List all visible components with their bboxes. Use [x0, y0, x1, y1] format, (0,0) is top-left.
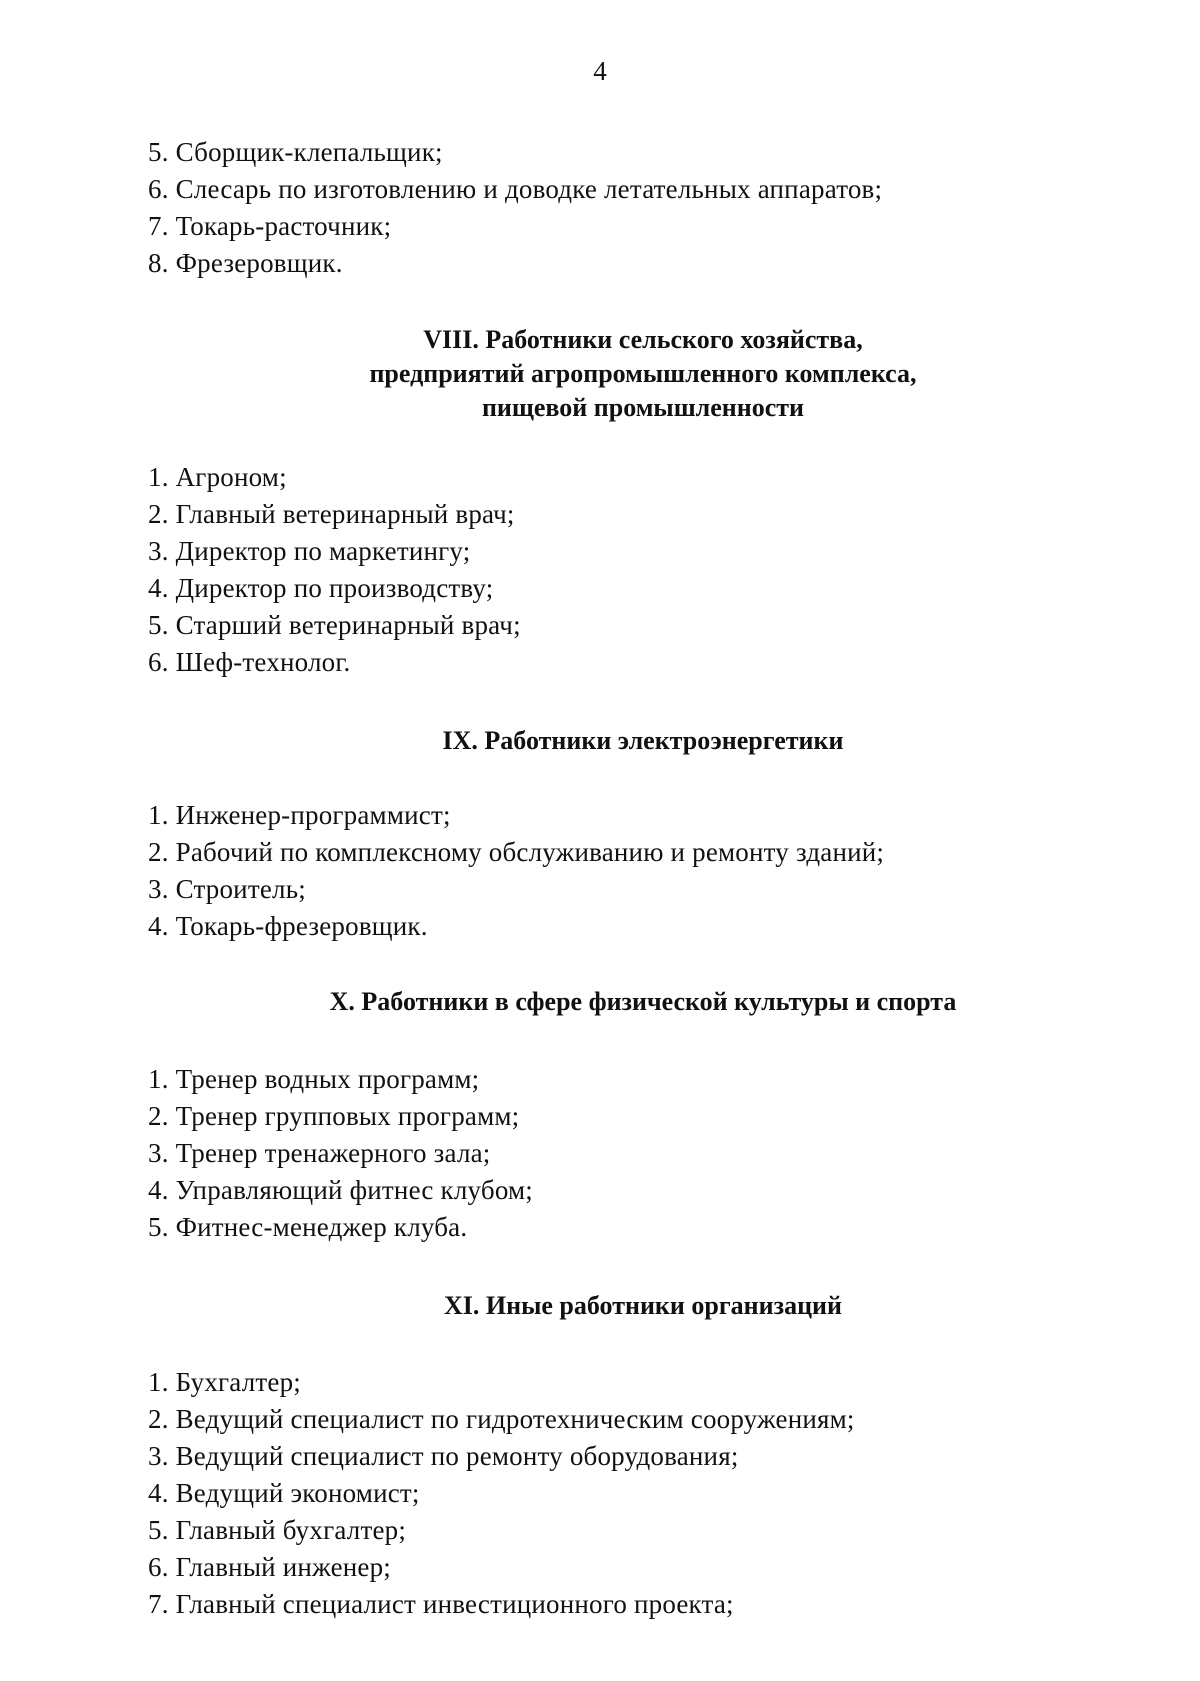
- list-item: 3. Строитель;: [148, 874, 306, 904]
- list-item: 8. Фрезеровщик.: [148, 248, 343, 278]
- section-ix-list: [148, 797, 884, 945]
- section-heading-ix: [148, 724, 1138, 758]
- list-item: 7. Главный специалист инвестиционного проекта;: [148, 1589, 734, 1619]
- list-item: 5. Старший ветеринарный врач;: [148, 610, 521, 640]
- list-item: 4. Ведущий экономист;: [148, 1478, 420, 1508]
- list-item: 3. Ведущий специалист по ремонту оборудования;: [148, 1441, 739, 1471]
- list-item: 6. Шеф-технолог.: [148, 647, 351, 677]
- section-heading-line: VIII. Работники сельского хозяйства,: [423, 325, 863, 354]
- list-item: 5. Фитнес-менеджер клуба.: [148, 1212, 468, 1242]
- section-heading-line: X. Работники в сфере физической культуры и спорта: [329, 987, 957, 1016]
- list-item: 3. Директор по маркетингу;: [148, 536, 471, 566]
- section-heading-viii: [148, 323, 1138, 425]
- list-item: 4. Управляющий фитнес клубом;: [148, 1175, 533, 1205]
- list-item: 1. Агроном;: [148, 462, 287, 492]
- list-item: 5. Сборщик-клепальщик;: [148, 137, 443, 167]
- list-item: 2. Рабочий по комплексному обслуживанию и ремонту зданий;: [148, 837, 885, 867]
- section-x-list: [148, 1061, 533, 1246]
- section-xi-list: [148, 1364, 855, 1623]
- section-heading-line: XI. Иные работники организаций: [443, 1291, 843, 1320]
- list-item: 5. Главный бухгалтер;: [148, 1515, 407, 1545]
- list-item: 3. Тренер тренажерного зала;: [148, 1138, 491, 1168]
- list-item: 6. Слесарь по изготовлению и доводке летательных аппаратов;: [148, 174, 883, 204]
- section-heading-xi: [148, 1289, 1138, 1323]
- list-item: 1. Бухгалтер;: [148, 1367, 301, 1397]
- list-item: 6. Главный инженер;: [148, 1552, 391, 1582]
- section-viii-list: [148, 459, 521, 681]
- page-number: 4: [593, 56, 607, 86]
- list-item: 2. Тренер групповых программ;: [148, 1101, 520, 1131]
- section-heading-x: [148, 985, 1138, 1019]
- list-item: 1. Тренер водных программ;: [148, 1064, 480, 1094]
- list-item: 2. Ведущий специалист по гидротехническим сооружениям;: [148, 1404, 855, 1434]
- list-item: 4. Директор по производству;: [148, 573, 494, 603]
- list-item: 7. Токарь-расточник;: [148, 211, 392, 241]
- section-heading-line: предприятий агропромышленного комплекса,: [369, 359, 917, 388]
- list-item: 1. Инженер-программист;: [148, 800, 451, 830]
- section-heading-line: IX. Работники электроэнергетики: [442, 726, 844, 755]
- list-item: 4. Токарь-фрезеровщик.: [148, 911, 428, 941]
- list-item: 2. Главный ветеринарный врач;: [148, 499, 515, 529]
- continued-list: [148, 134, 882, 282]
- section-heading-line: пищевой промышленности: [481, 393, 805, 422]
